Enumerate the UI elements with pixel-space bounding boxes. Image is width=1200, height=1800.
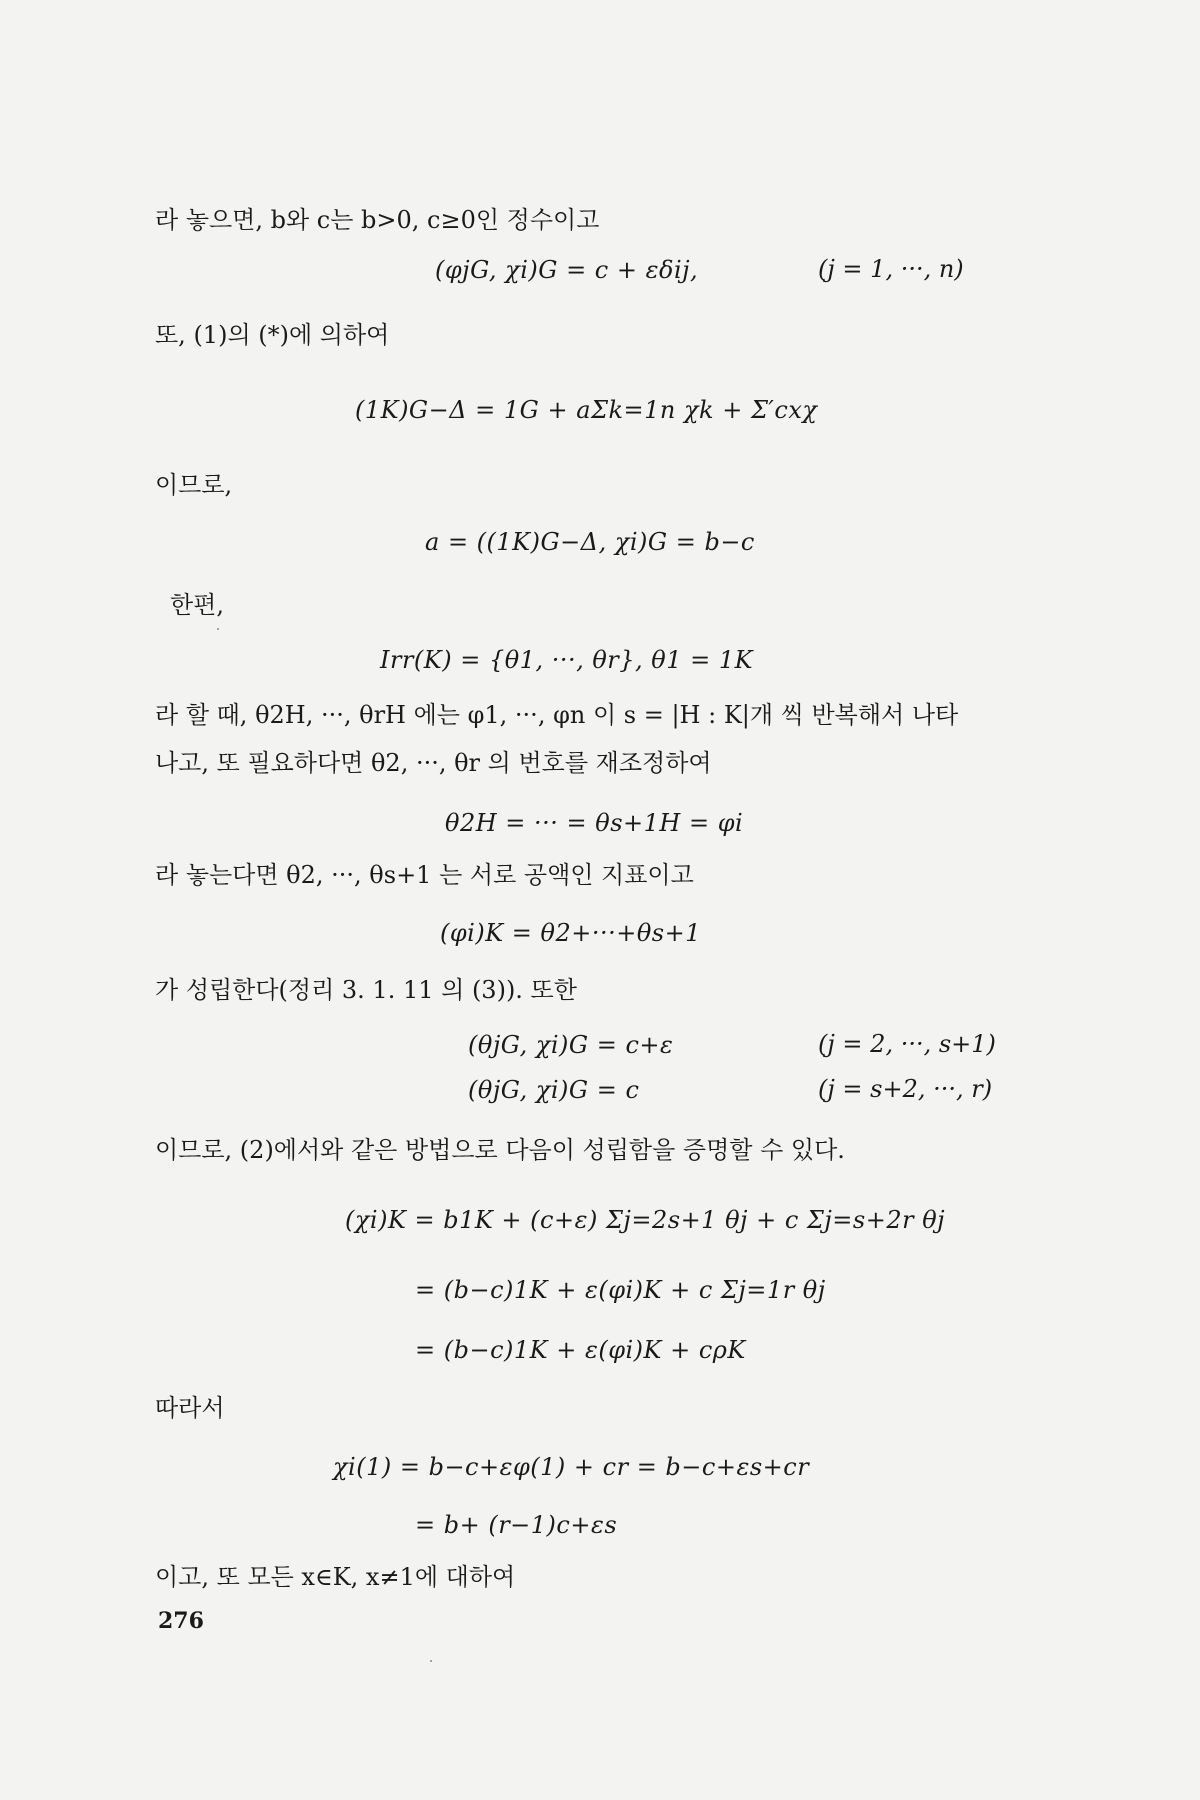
text-line: 이므로, [155,471,233,499]
equation: (1K)G−Δ = 1G + aΣk=1n χk + Σ′cxχ [355,396,818,424]
text-line: 이므로, (2)에서와 같은 방법으로 다음이 성립함을 증명할 수 있다. [155,1136,845,1164]
equation-condition: (j = 1, ···, n) [818,255,964,283]
equation: a = ((1K)G−Δ, χi)G = b−c [425,528,755,556]
equation: (θjG, χi)G = c [468,1076,640,1104]
equation-condition: (j = s+2, ···, r) [818,1075,993,1103]
text-line: 가 성립한다(정리 3. 1. 11 의 (3)). 또한 [155,976,577,1004]
equation: (φi)K = θ2+···+θs+1 [440,919,701,947]
text-line: 라 놓으면, b와 c는 b>0, c≥0인 정수이고 [155,206,600,234]
text-line: 이고, 또 모든 x∈K, x≠1에 대하여 [155,1563,516,1591]
equation: Irr(K) = {θ1, ···, θr}, θ1 = 1K [380,646,754,674]
equation: (φjG, χi)G = c + εδij, [435,256,699,284]
equation: χi(1) = b−c+εφ(1) + cr = b−c+εs+cr [333,1453,810,1481]
text-line: 한편, [170,591,224,619]
equation: = (b−c)1K + ε(φi)K + c Σj=1r θj [415,1276,826,1304]
page-number: 276 [158,1608,204,1634]
text-line: 라 할 때, θ2H, ···, θrH 에는 φ1, ···, φn 이 s = |H : K|개 씩 반복해서 나타 [155,701,959,729]
text-line: 또, (1)의 (*)에 의하여 [155,321,390,349]
scan-speck [430,1660,432,1662]
text-line: 라 놓는다면 θ2, ···, θs+1 는 서로 공액인 지표이고 [155,861,694,889]
equation: = b+ (r−1)c+εs [415,1511,618,1539]
text-line: 나고, 또 필요하다면 θ2, ···, θr 의 번호를 재조정하여 [155,749,712,777]
equation-condition: (j = 2, ···, s+1) [818,1030,996,1058]
equation: = (b−c)1K + ε(φi)K + cρK [415,1336,746,1364]
scan-speck [217,628,219,630]
equation: (χi)K = b1K + (c+ε) Σj=2s+1 θj + c Σj=s+2r θj [345,1206,946,1234]
equation: θ2H = ··· = θs+1H = φi [445,809,744,837]
equation: (θjG, χi)G = c+ε [468,1031,674,1059]
text-line: 따라서 [155,1394,225,1422]
